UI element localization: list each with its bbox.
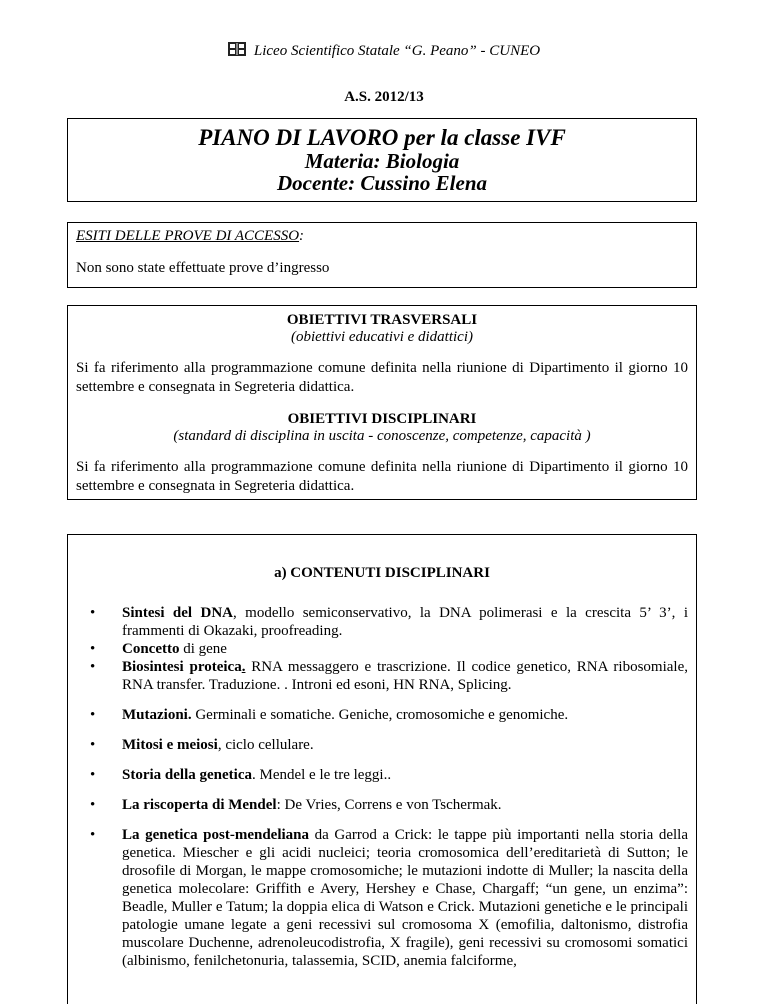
list-item xyxy=(76,706,688,724)
subject: Materia: Biologia xyxy=(304,149,460,173)
item-text: da Garrod a Crick: le tappe più importanti nella storia della genetica. Miescher e gli acidi nucleici; teoria cromosomica dell’ereditarietà di Sutton; le drosofile di Morgan, le mappe cromosomiche; le mutazioni indotte di Muller; la nascita della genetica molecolare: Griffith e Avery, Hershey e Chase, Chargaff; “un gene, un enzima”: Beadle, Muller e Tatum; la doppia elica di Watson e Crick. Mutazioni genetiche e le principali patologie umane legate a geni recessivi sul cromosoma X (emofilia, daltonismo, distrofia muscolare Duchenne, adrenoleucodistrofia, X fragile), geni recessivi su cromosomi somatici (albinismo, fenilchetonuria, talassemia, SCID, anemia falciforme, xyxy=(122,827,688,969)
item-text: . Mendel e le tre leggi.. xyxy=(251,767,392,783)
item-bold: La genetica post-mendeliana xyxy=(122,827,310,843)
obiettivi-trasversali-subtitle: (obiettivi educativi e didattici) xyxy=(290,329,474,345)
esiti-colon: : xyxy=(299,228,305,244)
list-item xyxy=(76,826,688,970)
item-bold: La riscoperta di Mendel xyxy=(122,797,277,813)
item-text: , modello semiconservativo, la DNA polimerasi e la crescita 5’ 3’, i frammenti di Okazaki, proofreading. xyxy=(122,605,688,639)
bullet-icon: • xyxy=(90,707,96,723)
bullet-icon: • xyxy=(90,797,96,813)
item-underlined: . xyxy=(241,659,246,675)
item-text: , ciclo cellulare. xyxy=(217,737,314,753)
bullet-icon: • xyxy=(90,737,96,753)
school-year: A.S. 2012/13 xyxy=(344,89,424,105)
list-item xyxy=(76,658,688,694)
plan-title: PIANO DI LAVORO per la classe IVF xyxy=(198,125,566,150)
item-bold: Sintesi del DNA xyxy=(122,605,233,621)
item-bold: Concetto xyxy=(122,641,180,657)
contenuti-box xyxy=(67,534,697,1004)
school-name: Liceo Scientifico Statale “G. Peano” - CUNEO xyxy=(253,43,541,59)
list-item xyxy=(76,604,688,640)
obiettivi-disciplinari-text: Si fa riferimento alla programmazione comune definita nella riunione di Dipartimento il giorno 10 settembre e consegnata in Segreteria didattica. xyxy=(76,459,688,494)
item-text: RNA messaggero e trascrizione. Il codice genetico, RNA ribosomiale, RNA transfer. Traduzione. . Introni ed esoni, HN RNA, Splicing. xyxy=(122,659,689,693)
teacher: Docente: Cussino Elena xyxy=(276,171,488,195)
obiettivi-disciplinari-title: OBIETTIVI DISCIPLINARI xyxy=(287,411,477,427)
contenuti-title: a) CONTENUTI DISCIPLINARI xyxy=(274,565,490,581)
bullet-icon: • xyxy=(90,827,96,843)
bullet-icon: • xyxy=(90,641,96,657)
bullet-icon: • xyxy=(90,605,96,621)
title-box xyxy=(67,118,697,202)
esiti-label: ESITI DELLE PROVE DI ACCESSO xyxy=(76,228,300,244)
list-item xyxy=(76,796,688,814)
esiti-box xyxy=(67,222,697,288)
obiettivi-trasversali-text: Si fa riferimento alla programmazione comune definita nella riunione di Dipartimento il giorno 10 settembre e consegnata in Segreteria didattica. xyxy=(76,360,688,395)
item-bold: Mutazioni. xyxy=(122,707,192,723)
item-text: di gene xyxy=(179,641,227,657)
esiti-text: Non sono state effettuate prove d’ingresso xyxy=(76,260,330,276)
item-text: Germinali e somatiche. Geniche, cromosomiche e genomiche. xyxy=(191,707,569,723)
item-text: : De Vries, Correns e von Tschermak. xyxy=(276,797,502,813)
list-item xyxy=(76,736,688,754)
esiti-heading xyxy=(76,228,688,245)
item-bold: Storia della genetica xyxy=(122,767,252,783)
bullet-icon: • xyxy=(90,659,96,675)
school-logo-icon xyxy=(228,42,246,56)
contenuti-list xyxy=(76,604,688,970)
obiettivi-disciplinari-subtitle: (standard di disciplina in uscita - conoscenze, competenze, capacità ) xyxy=(173,428,591,444)
list-item xyxy=(76,766,688,784)
item-bold: Biosintesi proteica xyxy=(122,659,242,675)
obiettivi-box xyxy=(67,305,697,500)
item-bold: Mitosi e meiosi xyxy=(122,737,218,753)
obiettivi-trasversali-title: OBIETTIVI TRASVERSALI xyxy=(286,312,478,328)
bullet-icon: • xyxy=(90,767,96,783)
page-header xyxy=(0,42,768,60)
list-item xyxy=(76,640,688,658)
